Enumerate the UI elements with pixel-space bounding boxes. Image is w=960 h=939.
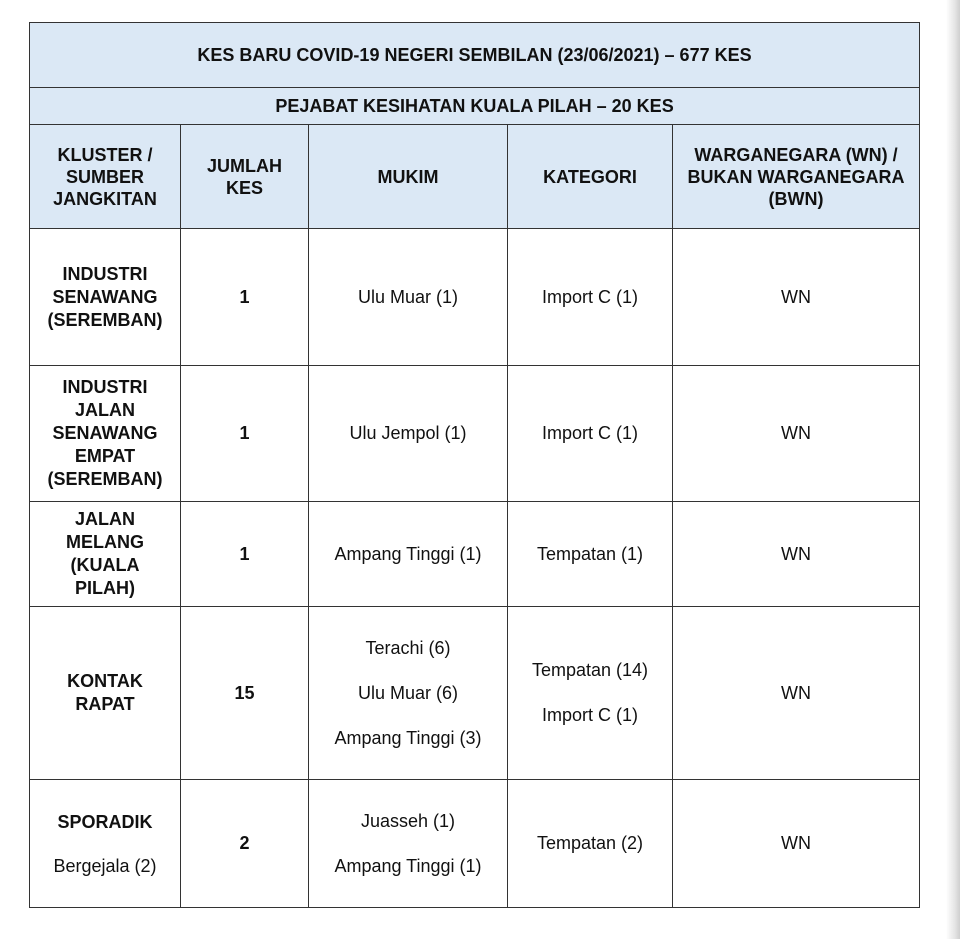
header-kategori: KATEGORI bbox=[508, 125, 673, 229]
mukim-item: Juasseh (1) bbox=[360, 810, 456, 831]
kluster-text: JALAN MELANG (KUALA PILAH) bbox=[66, 509, 144, 598]
mukim-item: Terachi (6) bbox=[365, 637, 451, 658]
kluster-cell bbox=[30, 607, 181, 780]
mukim-item: Ampang Tinggi (3) bbox=[334, 727, 482, 748]
kluster-text: KONTAK RAPAT bbox=[67, 671, 143, 714]
header-jumlah-text: JUMLAH KES bbox=[207, 155, 282, 198]
jumlah-cell: 1 bbox=[181, 502, 309, 607]
header-row bbox=[30, 125, 920, 229]
jumlah-cell: 1 bbox=[181, 366, 309, 502]
mukim-item: Ulu Muar (6) bbox=[357, 682, 459, 703]
kluster-cell bbox=[30, 229, 181, 366]
kluster-text: INDUSTRI JALAN SENAWANG EMPAT (SEREMBAN) bbox=[47, 377, 163, 489]
jumlah-cell: 2 bbox=[181, 780, 309, 908]
kategori-cell: Import C (1) bbox=[508, 366, 673, 502]
warganegara-cell: WN bbox=[673, 366, 920, 502]
mukim-cell: Ampang Tinggi (1) bbox=[309, 502, 508, 607]
table-row bbox=[30, 229, 920, 366]
warganegara-cell: WN bbox=[673, 780, 920, 908]
mukim-cell bbox=[309, 780, 508, 908]
page-edge-shadow bbox=[946, 0, 960, 939]
table-row bbox=[30, 780, 920, 908]
warganegara-cell: WN bbox=[673, 607, 920, 780]
kluster-cell bbox=[30, 366, 181, 502]
kluster-text: SPORADIK bbox=[57, 811, 153, 832]
mukim-cell: Ulu Jempol (1) bbox=[309, 366, 508, 502]
header-warganegara bbox=[673, 125, 920, 229]
warganegara-cell: WN bbox=[673, 502, 920, 607]
jumlah-cell: 1 bbox=[181, 229, 309, 366]
jumlah-cell: 15 bbox=[181, 607, 309, 780]
mukim-item: Ampang Tinggi (1) bbox=[334, 855, 482, 876]
title-row bbox=[30, 23, 920, 88]
kategori-cell: Tempatan (2) bbox=[508, 780, 673, 908]
header-jumlah bbox=[181, 125, 309, 229]
kluster-text: INDUSTRI SENAWANG (SEREMBAN) bbox=[47, 263, 163, 330]
warganegara-cell: WN bbox=[673, 229, 920, 366]
kategori-item: Tempatan (14) bbox=[531, 660, 649, 680]
mukim-cell bbox=[309, 607, 508, 780]
table-row bbox=[30, 502, 920, 607]
kategori-cell bbox=[508, 607, 673, 780]
header-mukim: MUKIM bbox=[309, 125, 508, 229]
kluster-cell bbox=[30, 780, 181, 908]
subtitle-row bbox=[30, 88, 920, 125]
mukim-cell: Ulu Muar (1) bbox=[309, 229, 508, 366]
kluster-detail: Bergejala (2) bbox=[53, 855, 157, 876]
kluster-cell bbox=[30, 502, 181, 607]
table-title: KES BARU COVID-19 NEGERI SEMBILAN (23/06/2021) – 677 KES bbox=[30, 23, 920, 88]
table-row bbox=[30, 366, 920, 502]
table-row bbox=[30, 607, 920, 780]
kategori-cell: Tempatan (1) bbox=[508, 502, 673, 607]
covid-cases-table bbox=[29, 22, 920, 908]
kategori-item: Import C (1) bbox=[541, 705, 638, 725]
header-kluster bbox=[30, 125, 181, 229]
header-kluster-text: KLUSTER / SUMBER JANGKITAN bbox=[53, 144, 157, 209]
table-subtitle: PEJABAT KESIHATAN KUALA PILAH – 20 KES bbox=[30, 88, 920, 125]
header-warganegara-text: WARGANEGARA (WN) / BUKAN WARGANEGARA (BWN) bbox=[687, 144, 905, 209]
kategori-cell: Import C (1) bbox=[508, 229, 673, 366]
